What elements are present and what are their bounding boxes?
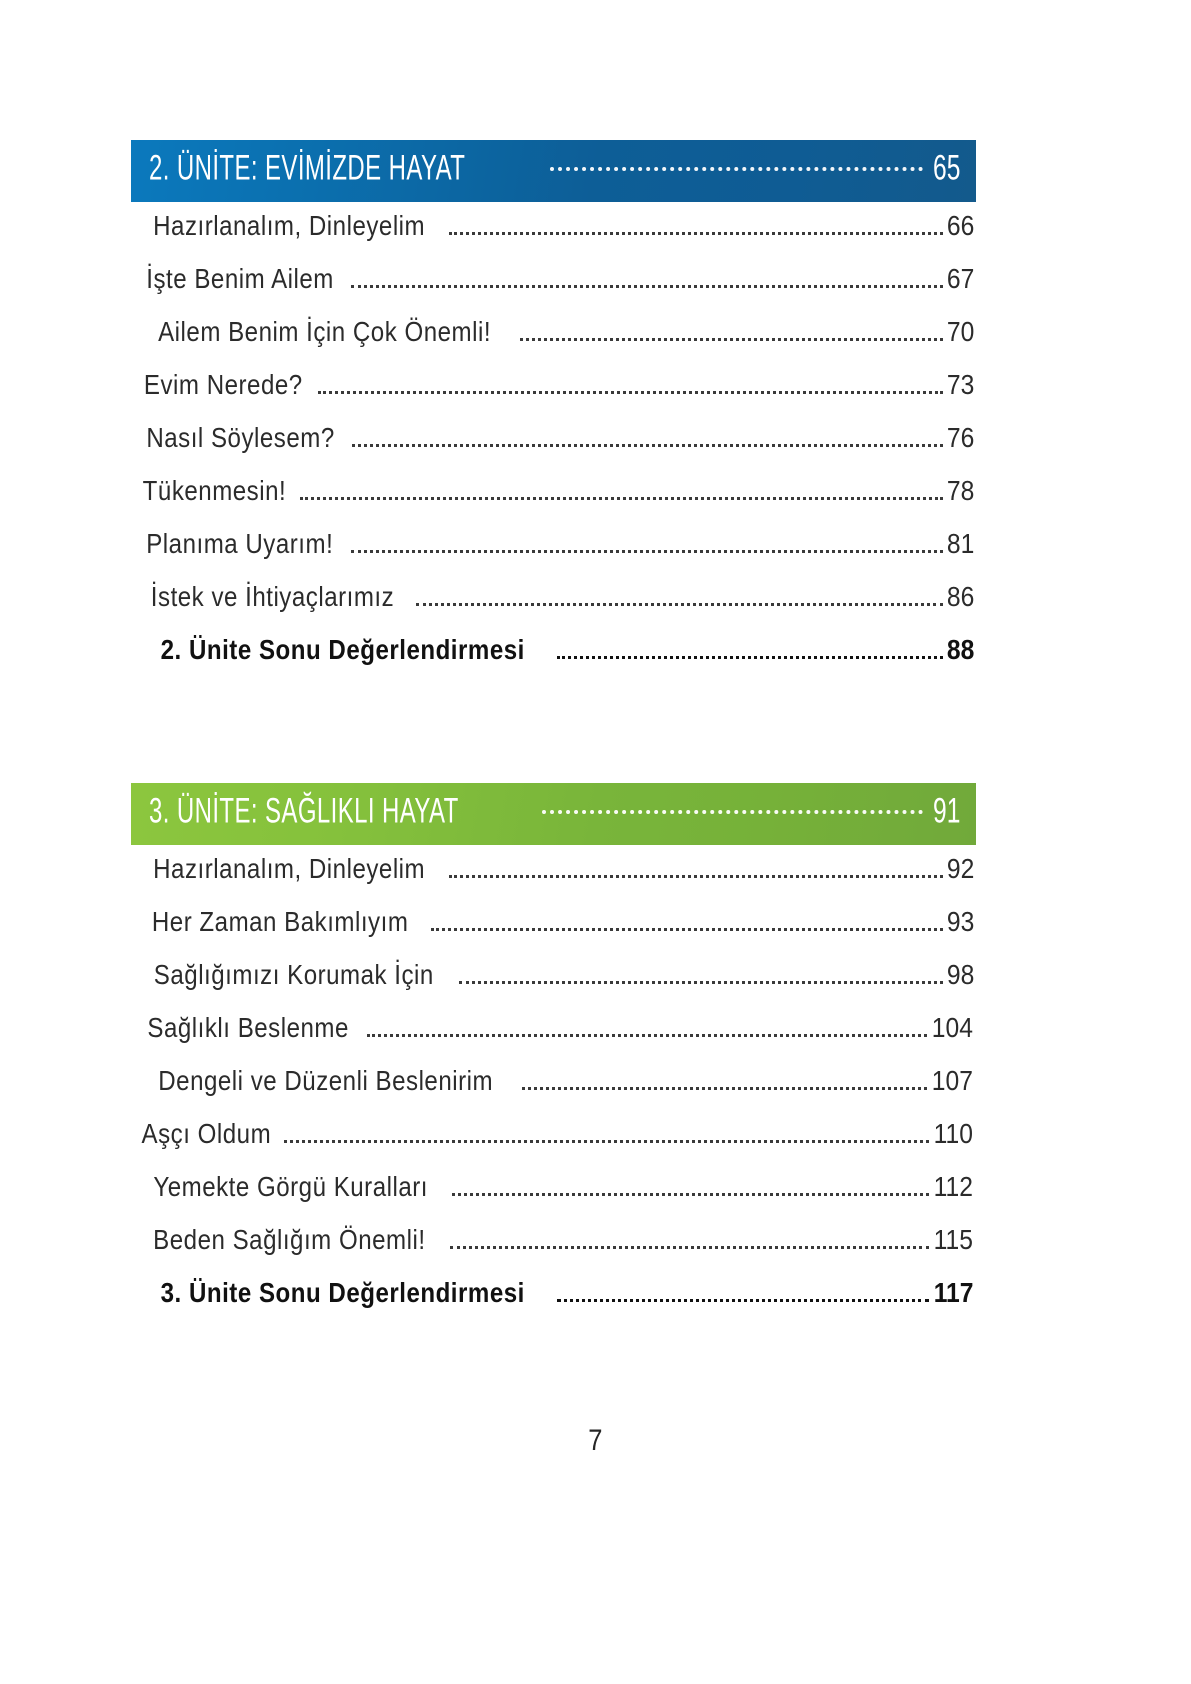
toc-entry-leader (449, 875, 943, 878)
toc-entry-title: Hazırlanalım, Dinleyelim (153, 210, 426, 241)
toc-entry-leader (351, 550, 943, 553)
page-folio (0, 1424, 1191, 1458)
toc-entry-title: Ailem Benim İçin Çok Önemli! (158, 316, 492, 347)
toc-entry-title: Tükenmesin! (142, 475, 287, 506)
toc-entry-title: Evim Nerede? (143, 369, 303, 400)
toc-entry[interactable] (131, 906, 976, 959)
toc-entry[interactable] (131, 1012, 976, 1065)
toc-entry-title: 2. Ünite Sonu Değerlendirmesi (160, 634, 525, 665)
toc-entry-page: 117 (933, 1277, 974, 1308)
toc-entry-leader (367, 1034, 927, 1037)
toc-entry-leader (351, 285, 943, 288)
unit-banner-leader (542, 810, 923, 814)
toc-entry-leader (449, 232, 943, 235)
toc-content (131, 140, 976, 1330)
toc-entry[interactable] (131, 475, 976, 528)
toc-entry-page: 70 (946, 316, 975, 347)
unit-banner-unit-3 (131, 783, 976, 845)
toc-entry-title: İşte Benim Ailem (146, 263, 334, 294)
toc-entry[interactable] (131, 1118, 976, 1171)
toc-entry-page: 66 (946, 210, 975, 241)
toc-entry-title: İstek ve İhtiyaçlarımız (150, 581, 395, 612)
toc-entry-page: 76 (946, 422, 975, 453)
toc-entry[interactable] (131, 210, 976, 263)
toc-entry-page: 86 (946, 581, 975, 612)
toc-entry[interactable] (131, 1171, 976, 1224)
unit-banner-page-number: 65 (932, 149, 960, 188)
unit-banner-page-number: 91 (932, 792, 960, 831)
toc-entry-title: Hazırlanalım, Dinleyelim (153, 853, 426, 884)
toc-entry[interactable] (131, 263, 976, 316)
toc-entry-title: 3. Ünite Sonu Değerlendirmesi (160, 1277, 525, 1308)
toc-entry-title: Beden Sağlığım Önemli! (153, 1224, 426, 1255)
toc-entry-leader (416, 603, 943, 606)
toc-entry-title: Her Zaman Bakımlıyım (151, 906, 409, 937)
toc-entry-leader (450, 1246, 930, 1249)
toc-list-unit-2 (131, 210, 976, 687)
page-folio-number: 7 (588, 1424, 603, 1457)
toc-entry-unit-assessment[interactable] (131, 1277, 976, 1330)
toc-entry-page: 67 (946, 263, 975, 294)
toc-entry-leader (284, 1140, 930, 1143)
toc-entry-page: 107 (932, 1065, 974, 1096)
toc-entry[interactable] (131, 369, 976, 422)
section-spacer (131, 687, 976, 783)
toc-entry-leader (520, 338, 943, 341)
toc-entry[interactable] (131, 316, 976, 369)
toc-entry-leader (459, 981, 943, 984)
toc-entry[interactable] (131, 581, 976, 634)
toc-entry-leader (522, 1087, 927, 1090)
toc-entry-page: 81 (946, 528, 975, 559)
toc-entry-title: Planıma Uyarım! (146, 528, 334, 559)
toc-entry-leader (557, 656, 943, 659)
unit-banner-title: 3. ÜNİTE: SAĞLIKLI HAYAT (149, 791, 459, 831)
toc-entry[interactable] (131, 422, 976, 475)
toc-entry-title: Yemekte Görgü Kuralları (153, 1171, 429, 1202)
toc-entry-page: 92 (946, 853, 975, 884)
toc-entry-leader (452, 1193, 929, 1196)
toc-entry-title: Dengeli ve Düzenli Beslenirim (158, 1065, 494, 1096)
toc-entry-unit-assessment[interactable] (131, 634, 976, 687)
unit-banner-unit-2 (131, 140, 976, 202)
toc-entry[interactable] (131, 528, 976, 581)
toc-entry[interactable] (131, 959, 976, 1012)
unit-banner-title: 2. ÜNİTE: EVİMİZDE HAYAT (149, 148, 466, 188)
unit-banner-leader (550, 167, 922, 171)
toc-entry-leader (557, 1299, 929, 1302)
toc-entry-title: Sağlığımızı Korumak İçin (153, 959, 434, 990)
toc-entry-title: Nasıl Söylesem? (146, 422, 335, 453)
toc-entry[interactable] (131, 853, 976, 906)
toc-entry-leader (352, 444, 943, 447)
toc-entry-title: Aşçı Oldum (141, 1118, 272, 1149)
toc-entry-leader (318, 391, 943, 394)
toc-list-unit-3 (131, 853, 976, 1330)
toc-entry-page: 73 (946, 369, 975, 400)
toc-entry-page: 98 (946, 959, 975, 990)
toc-entry-title: Sağlıklı Beslenme (147, 1012, 349, 1043)
toc-entry-page: 88 (946, 634, 975, 665)
toc-entry[interactable] (131, 1065, 976, 1118)
toc-entry-page: 93 (946, 906, 975, 937)
toc-entry-page: 78 (946, 475, 975, 506)
toc-entry-leader (431, 928, 943, 931)
toc-entry-page: 115 (934, 1224, 974, 1255)
toc-entry-page: 104 (932, 1012, 974, 1043)
toc-entry-page: 110 (934, 1118, 974, 1149)
toc-entry[interactable] (131, 1224, 976, 1277)
toc-entry-page: 112 (934, 1171, 974, 1202)
toc-entry-leader (300, 497, 943, 500)
